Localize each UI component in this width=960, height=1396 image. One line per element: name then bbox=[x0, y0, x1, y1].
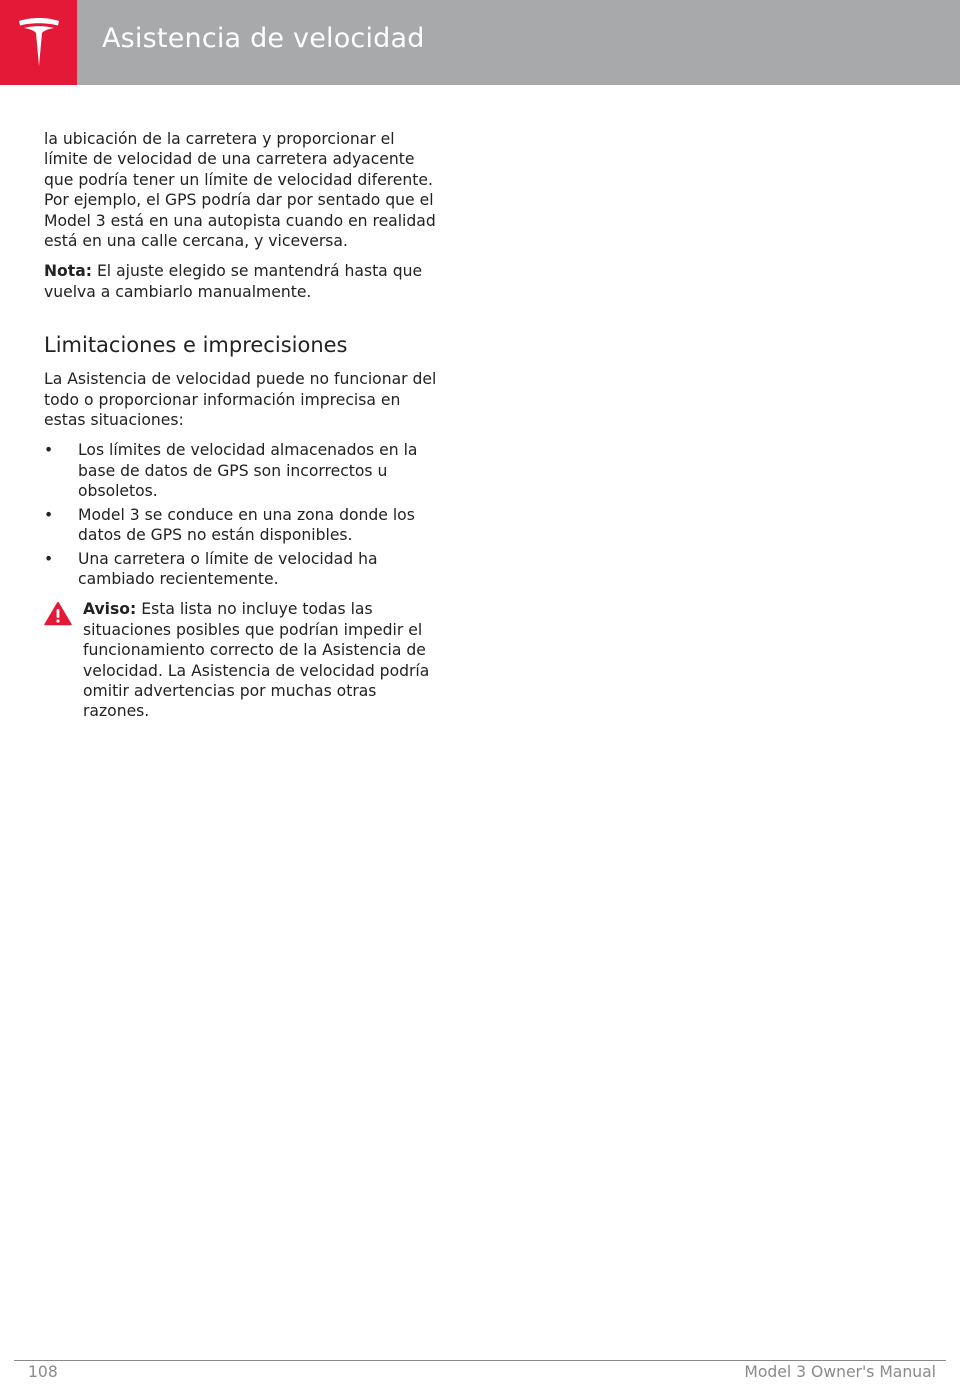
warning-text: Esta lista no incluye todas las situaciones posibles que podrían impedir el funcionamiento correcto de la Asistencia de velocidad. La Asistencia de velocidad podría omitir advertencias por muchas otras razones. bbox=[83, 600, 430, 721]
list-item bbox=[44, 505, 439, 546]
warning-label: Aviso: bbox=[83, 600, 137, 619]
list-item-text: Una carretera o límite de velocidad ha cambiado recientemente. bbox=[78, 549, 378, 588]
logo-block bbox=[0, 0, 77, 85]
intro-paragraph: la ubicación de la carretera y proporcionar el límite de velocidad de una carretera adyacente que podría tener un límite de velocidad diferente. Por ejemplo, el GPS podría dar por sentado que el Model 3 está en una autopista cuando en realidad está en una calle cercana, y viceversa. bbox=[44, 130, 436, 251]
note-label: Nota: bbox=[44, 262, 92, 281]
warning-triangle-icon bbox=[44, 601, 72, 626]
note-text: El ajuste elegido se mantendrá hasta que vuelva a cambiarlo manualmente. bbox=[44, 262, 423, 301]
list-item-text: Los límites de velocidad almacenados en la base de datos de GPS son incorrectos u obsoletos. bbox=[78, 441, 418, 501]
limitations-list bbox=[44, 440, 439, 589]
bullet-marker: • bbox=[44, 505, 54, 524]
section-heading: Limitaciones e imprecisiones bbox=[44, 333, 348, 358]
page-number: 108 bbox=[28, 1363, 58, 1381]
content-column bbox=[44, 129, 439, 722]
page-title: Asistencia de velocidad bbox=[102, 23, 425, 54]
list-item bbox=[44, 440, 439, 501]
footer-divider bbox=[14, 1360, 946, 1361]
list-item bbox=[44, 549, 439, 590]
note-paragraph bbox=[44, 261, 439, 302]
bullet-marker: • bbox=[44, 441, 54, 460]
bullet-marker: • bbox=[44, 549, 54, 568]
warning-note bbox=[44, 599, 439, 721]
list-item-text: Model 3 se conduce en una zona donde los datos de GPS no están disponibles. bbox=[78, 505, 415, 545]
manual-title: Model 3 Owner's Manual bbox=[744, 1363, 936, 1381]
section-intro: La Asistencia de velocidad puede no funcionar del todo o proporcionar información imprecisa en estas situaciones: bbox=[44, 370, 437, 430]
tesla-logo-icon bbox=[17, 18, 61, 68]
